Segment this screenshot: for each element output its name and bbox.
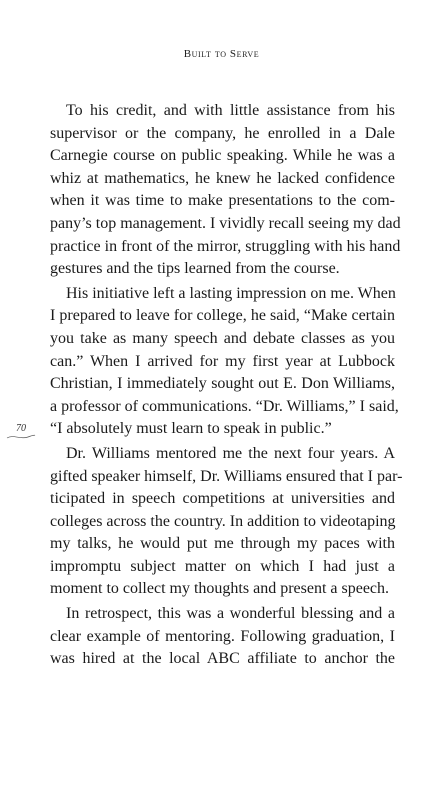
text-line: colleges across the country. In addition to videotaping xyxy=(50,512,396,530)
page-folio xyxy=(6,424,36,440)
swash-ornament-icon xyxy=(6,434,36,440)
paragraph xyxy=(50,603,395,671)
text-line: In retrospect, this was a wonderful blessing and a xyxy=(66,605,395,623)
text-line: was hired at the local ABC affiliate to anchor the xyxy=(50,650,395,668)
text-line: gestures and the tips learned from the course. xyxy=(50,260,340,278)
text-line: you take as many speech and debate classes as you xyxy=(50,329,395,347)
text-line: practice in front of the mirror, struggling with his hand xyxy=(50,237,401,255)
text-line: “I absolutely must learn to speak in public.” xyxy=(50,420,332,438)
paragraph xyxy=(50,443,403,601)
text-line: I prepared to leave for college, he said, “Make certain xyxy=(50,307,395,325)
text-line: whiz at mathematics, he knew he lacked confidence xyxy=(50,169,395,187)
text-line: my talks, he would put me through my paces with xyxy=(50,535,395,553)
text-line: gifted speaker himself, Dr. Williams ensured that I par- xyxy=(50,467,403,485)
text-line: when it was time to make presentations to the com- xyxy=(50,192,395,210)
text-line: His initiative left a lasting impression on me. When xyxy=(66,284,396,302)
body-text xyxy=(50,100,403,673)
text-line: a professor of communications. “Dr. Williams,” I said, xyxy=(50,397,399,415)
text-line: ticipated in speech competitions at universities and xyxy=(50,490,395,508)
paragraph xyxy=(50,100,401,281)
running-header: Built to Serve xyxy=(183,48,260,60)
text-line: Dr. Williams mentored me the next four years. A xyxy=(66,444,395,462)
text-line: can.” When I arrived for my first year at Lubbock xyxy=(50,352,395,370)
text-line: moment to collect my thoughts and present a speech. xyxy=(50,580,390,598)
text-line: To his credit, and with little assistance from his xyxy=(66,102,395,119)
text-line: pany’s top management. I vividly recall seeing my dad xyxy=(50,214,401,232)
paragraph xyxy=(50,283,399,441)
text-line: Christian, I immediately sought out E. Don Williams, xyxy=(50,375,395,393)
text-line: impromptu subject matter on which I had just a xyxy=(50,557,395,575)
text-line: Carnegie course on public speaking. While he was a xyxy=(50,147,395,165)
text-line: supervisor or the company, he enrolled in a Dale xyxy=(50,124,395,142)
text-line: clear example of mentoring. Following graduation, I xyxy=(50,627,395,645)
page-number: 70 xyxy=(16,423,26,434)
